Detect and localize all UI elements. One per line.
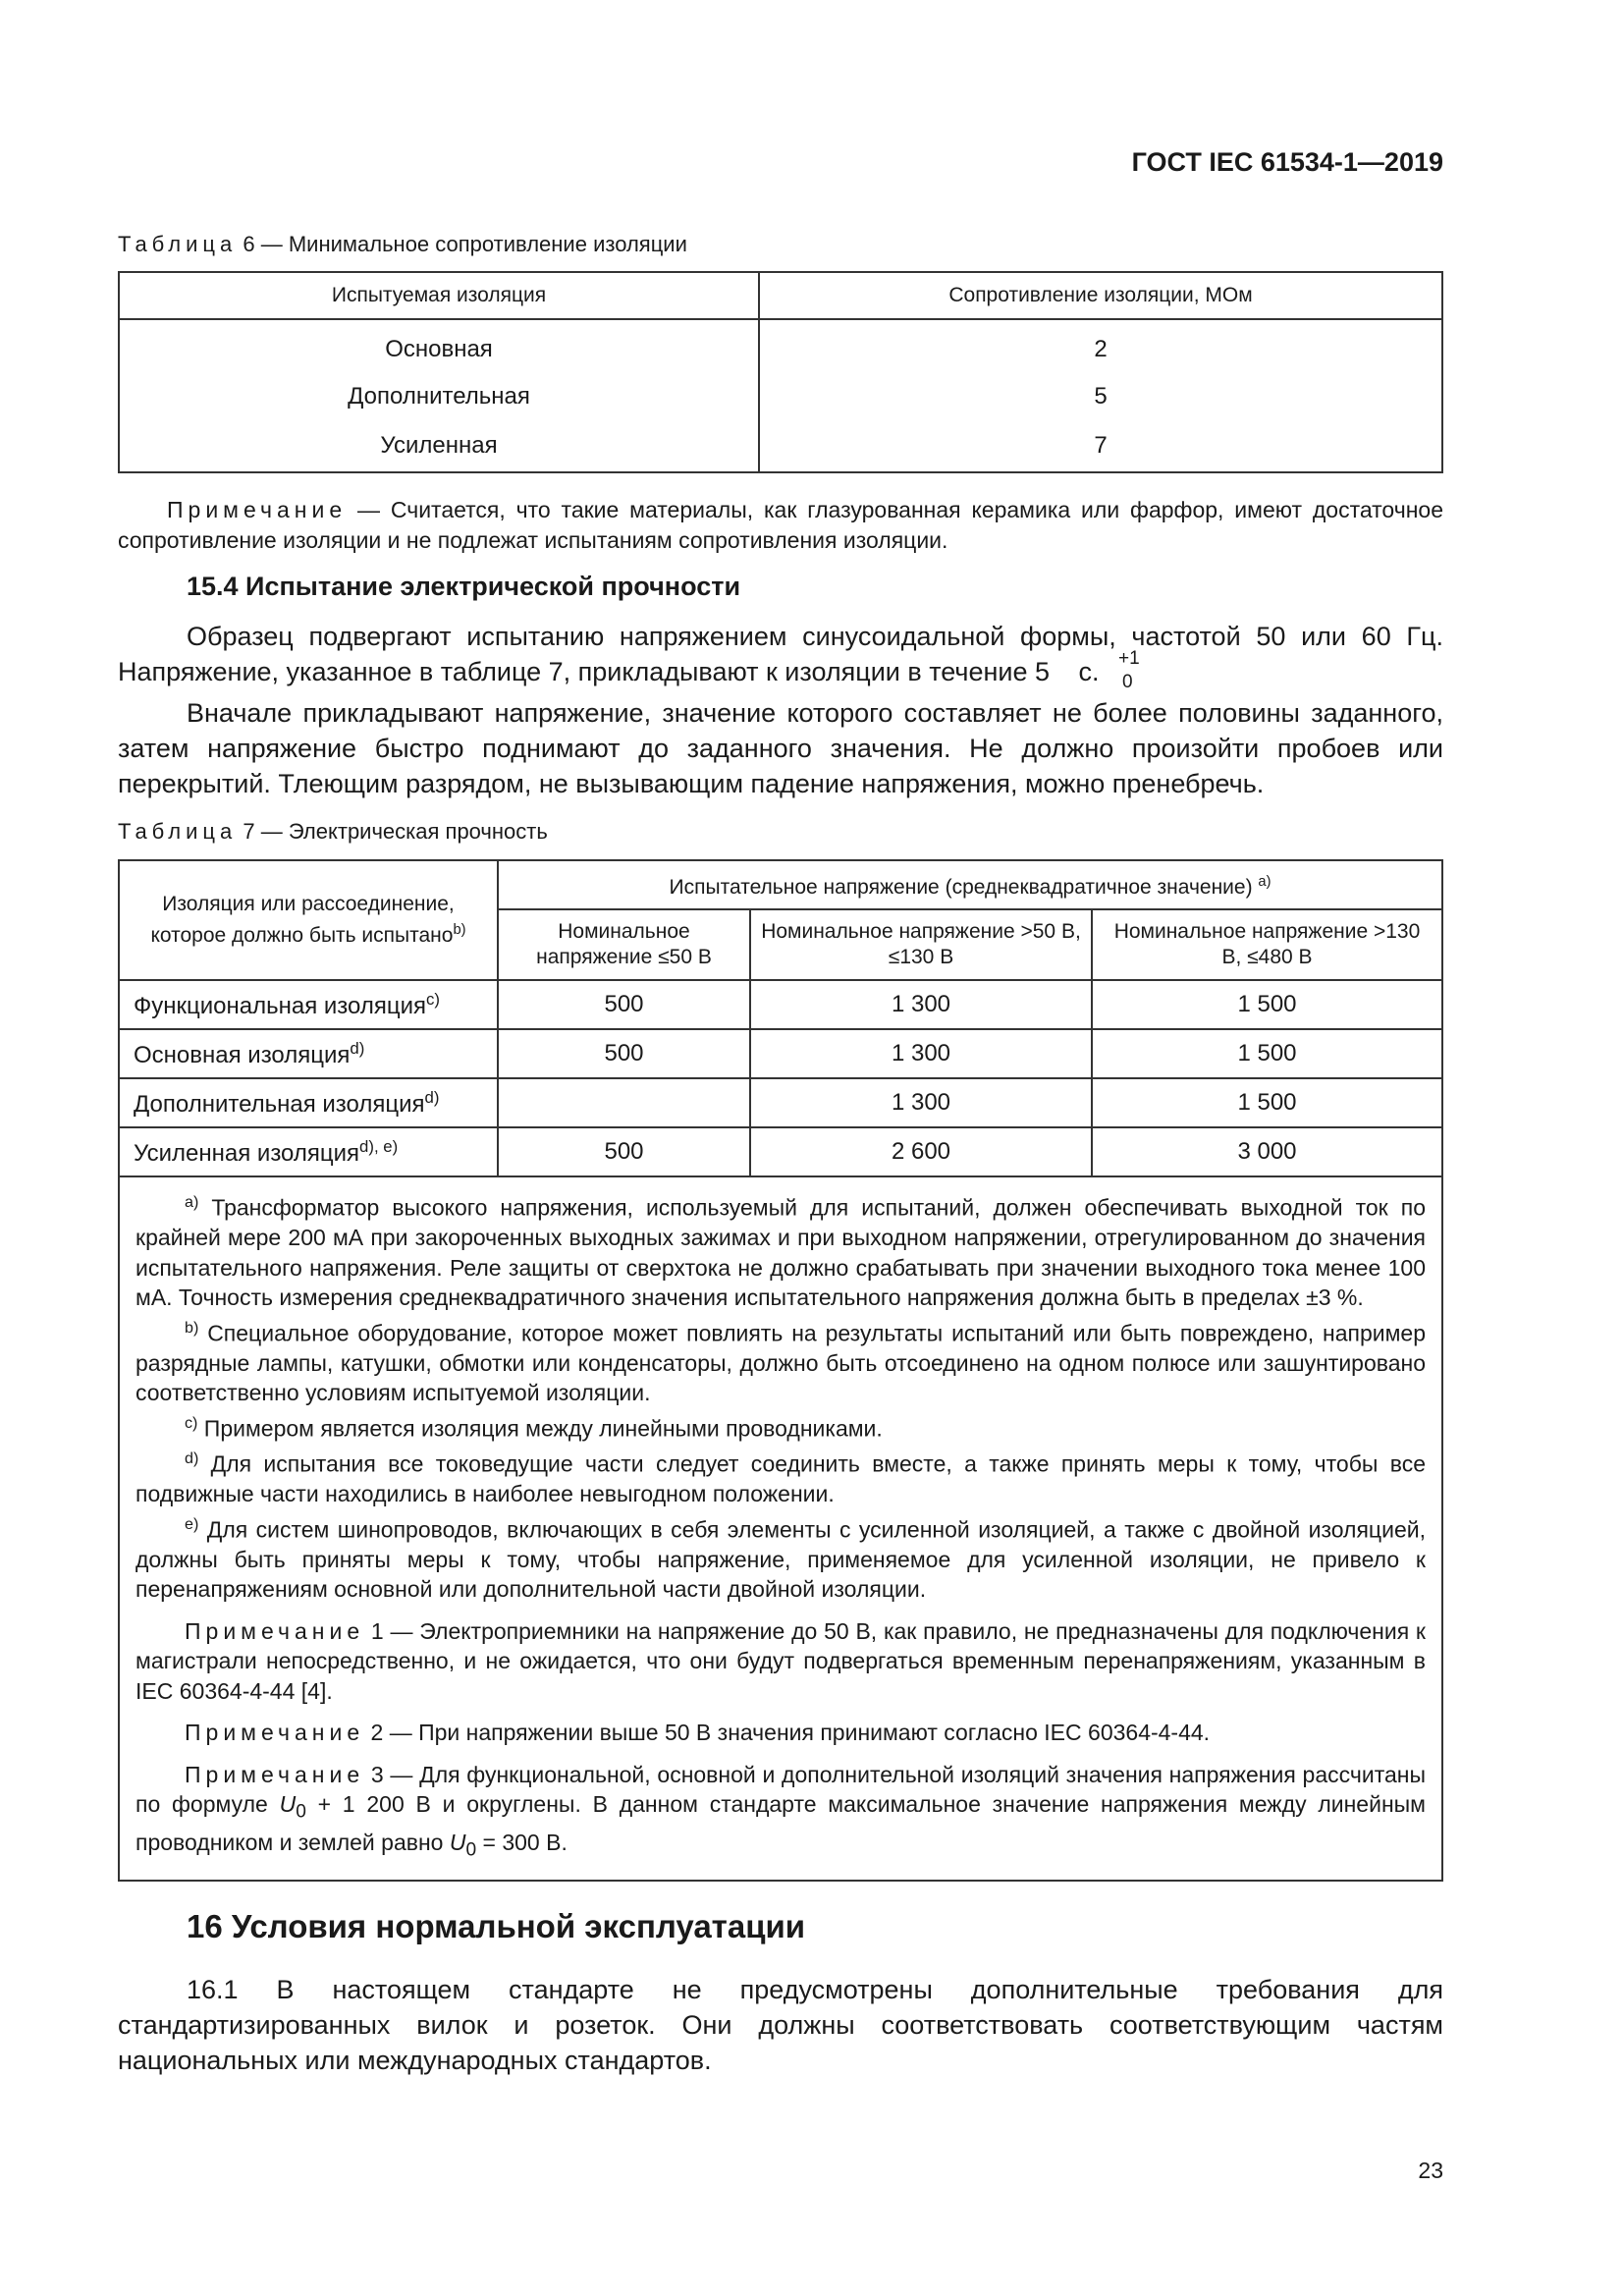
table-row	[119, 980, 1442, 1029]
table6-caption	[118, 232, 687, 257]
table7-cell: 1 300	[750, 1029, 1092, 1078]
note-text: = 300 В.	[476, 1830, 568, 1856]
table6-header-insulation: Испытуемая изоляция	[119, 272, 759, 319]
section-15-4-title: 15.4 Испытание электрической прочности	[187, 572, 741, 601]
note-text: 3 — Для функциональной, основной и дополнительной изоляций значения напряжения рассчитаны по формуле	[135, 1761, 1426, 1818]
table7-cell: 2 600	[750, 1127, 1092, 1176]
table-row	[119, 420, 1442, 472]
row-name: Основная изоляция	[134, 1041, 351, 1068]
footnote-mark: e)	[185, 1514, 199, 1533]
footnote-mark: d)	[185, 1449, 199, 1467]
tolerance-upper: +1	[1118, 648, 1140, 669]
table-row	[119, 319, 1442, 373]
table7-footnotes	[119, 1176, 1442, 1881]
table-row	[119, 1078, 1442, 1127]
table-row	[119, 1029, 1442, 1078]
table7-note-1	[135, 1616, 1426, 1707]
footnote-mark: a)	[185, 1193, 199, 1211]
table7-cell: 3 000	[1092, 1127, 1442, 1176]
table7-cell: 500	[498, 1127, 750, 1176]
table7-cell: 1 500	[1092, 1078, 1442, 1127]
table-row	[119, 373, 1442, 420]
table7-row-label	[119, 1078, 498, 1127]
footnote-mark: d)	[424, 1087, 440, 1107]
note-label: Примечание	[167, 497, 348, 522]
time-tolerance	[1050, 648, 1140, 692]
table7-cell	[498, 1078, 750, 1127]
table6-caption-word: Таблица	[118, 232, 238, 256]
table6-cell-value: 7	[759, 420, 1442, 472]
table6-note	[118, 495, 1443, 556]
table6-header-resistance: Сопротивление изоляции, МОм	[759, 272, 1442, 319]
document-id: ГОСТ IEC 61534-1—2019	[1131, 147, 1443, 177]
footnote-a	[135, 1187, 1426, 1313]
table6-cell-name: Дополнительная	[119, 373, 759, 420]
page-number: 23	[1418, 2158, 1443, 2183]
row-name: Усиленная изоляция	[134, 1139, 360, 1167]
table6	[118, 271, 1443, 473]
tolerance-lower: 0	[1122, 672, 1133, 692]
row-name: Дополнительная изоляция	[134, 1090, 425, 1118]
u0-subscript: 0	[465, 1839, 477, 1861]
table7-cell: 1 500	[1092, 1029, 1442, 1078]
footnote-e	[135, 1509, 1426, 1605]
note-text: 1 — Электроприемники на напряжение до 50 В, как правило, не предназначены для подключения к магистрали непосредственно, и не ожидается, что они будут подвергаться временным перенапряжениям, указанным в IEC 60364-4-44 [4].	[135, 1617, 1426, 1704]
table7-cell: 1 300	[750, 1078, 1092, 1127]
table7-cell: 1 300	[750, 980, 1092, 1029]
row-name: Функциональная изоляция	[134, 992, 426, 1019]
footnote-d	[135, 1444, 1426, 1509]
table7-header-le50: Номинальное напряжение ≤50 В	[498, 909, 750, 980]
section-16-title: 16 Условия нормальной эксплуатации	[187, 1908, 806, 1944]
note-label: Примечание	[185, 1617, 365, 1644]
table7-caption	[118, 819, 548, 845]
note-text: 2 — При напряжении выше 50 В значения принимают согласно IEC 60364-4-44.	[364, 1720, 1211, 1746]
table7-row-label	[119, 1029, 498, 1078]
table7-row-label	[119, 980, 498, 1029]
table7	[118, 859, 1443, 1882]
header-text: Изоляция или рассоединение, которое должно быть испытано	[150, 893, 455, 947]
table7-caption-text: 7 — Электрическая прочность	[237, 819, 548, 844]
note-text: — Считается, что такие материалы, как глазурованная керамика или фарфор, имеют достаточное сопротивление изоляции и не подлежат испытаниям сопротивления изоляции.	[118, 497, 1443, 553]
section-15-4-para-1	[118, 619, 1443, 692]
footnote-c	[135, 1408, 1426, 1444]
footnote-mark: c)	[425, 989, 440, 1009]
para-text-end: с.	[1071, 657, 1100, 686]
footnote-mark: c)	[185, 1413, 198, 1432]
table6-cell-name: Усиленная	[119, 420, 759, 472]
table7-header-50-130: Номинальное напряжение >50 В, ≤130 В	[750, 909, 1092, 980]
table-row	[119, 1127, 1442, 1176]
table6-cell-value: 5	[759, 373, 1442, 420]
footnote-text: Специальное оборудование, которое может повлиять на результаты испытаний или быть повреждено, например разрядные лампы, катушки, обмотки или конденсаторы, должно быть отсоединено на одном полюсе или зашунтировано соответственно условиям испытуемой изоляции.	[135, 1320, 1426, 1406]
footnote-mark: b)	[185, 1318, 199, 1337]
header-text: Испытательное напряжение (среднеквадратичное значение)	[669, 876, 1259, 899]
footnote-mark: d)	[350, 1038, 365, 1058]
table7-row-label	[119, 1127, 498, 1176]
table7-cell: 500	[498, 980, 750, 1029]
footnote-text: Примером является изоляция между линейными проводниками.	[197, 1415, 883, 1442]
table7-header-insulation	[119, 860, 498, 980]
note-label: Примечание	[185, 1720, 365, 1746]
u0-subscript: 0	[296, 1801, 306, 1823]
table7-caption-word: Таблица	[118, 819, 238, 844]
table7-note-3	[135, 1760, 1426, 1867]
table6-caption-text: 6 — Минимальное сопротивление изоляции	[237, 232, 687, 256]
table7-header-130-480: Номинальное напряжение >130 В, ≤480 В	[1092, 909, 1442, 980]
note-label: Примечание	[185, 1761, 365, 1787]
footnote-text: Для испытания все токоведущие части следует соединить вместе, а также принять меры к тому, чтобы все подвижные части находились в наиболее невыгодном положении.	[135, 1450, 1426, 1507]
note-text: + 1 200 В и округлены. В данном стандарте максимальное значение напряжения между линейным проводником и землей равно	[135, 1791, 1426, 1856]
u0-symbol: U	[449, 1830, 466, 1856]
para-text: Образец подвергают испытанию напряжением синусоидальной формы, частотой 50 или 60 Гц. Напряжение, указанное в таблице 7, прикладывают к изоляции в течение 5	[118, 622, 1443, 686]
table6-cell-name: Основная	[119, 319, 759, 373]
footnote-b	[135, 1313, 1426, 1408]
u0-symbol: U	[279, 1791, 297, 1818]
footnote-mark: d), e)	[359, 1136, 399, 1156]
footnote-mark: b)	[453, 922, 466, 938]
footnote-text: Трансформатор высокого напряжения, используемый для испытаний, должен обеспечивать выходной ток по крайней мере 200 мА при закороченных выходных зажимах и при выходном напряжении, отрегулированном до значения испытательного напряжения. Реле защиты от сверхтока не должно срабатывать при значении выходного тока менее 100 мА. Точность измерения среднеквадратичного значения испытательного напряжения должна быть в пределах ±3 %.	[135, 1194, 1426, 1311]
table7-note-2	[135, 1718, 1426, 1748]
table6-cell-value: 2	[759, 319, 1442, 373]
section-16-para-1: 16.1 В настоящем стандарте не предусмотрены дополнительные требования для стандартизированных вилок и розеток. Они должны соответствовать соответствующим частям национальных или международных стандартов.	[118, 1975, 1443, 2075]
table7-cell: 1 500	[1092, 980, 1442, 1029]
footnote-mark: a)	[1258, 874, 1271, 890]
section-15-4-para-2: Вначале прикладывают напряжение, значение которого составляет не более половины заданного, затем напряжение быстро поднимают до заданного значения. Не должно произойти пробоев или перекрытий. Тлеющим разрядом, не вызывающим падение напряжения, можно пренебречь.	[118, 698, 1443, 798]
table7-header-test-voltage	[498, 860, 1442, 909]
footnote-text: Для систем шинопроводов, включающих в себя элементы с усиленной изоляцией, а также с двойной изоляцией, должны быть приняты меры к тому, чтобы напряжение, применяемое для усиленной изоляции, не привело к перенапряжениям основной или дополнительной части двойной изоляции.	[135, 1516, 1426, 1603]
table7-cell: 500	[498, 1029, 750, 1078]
